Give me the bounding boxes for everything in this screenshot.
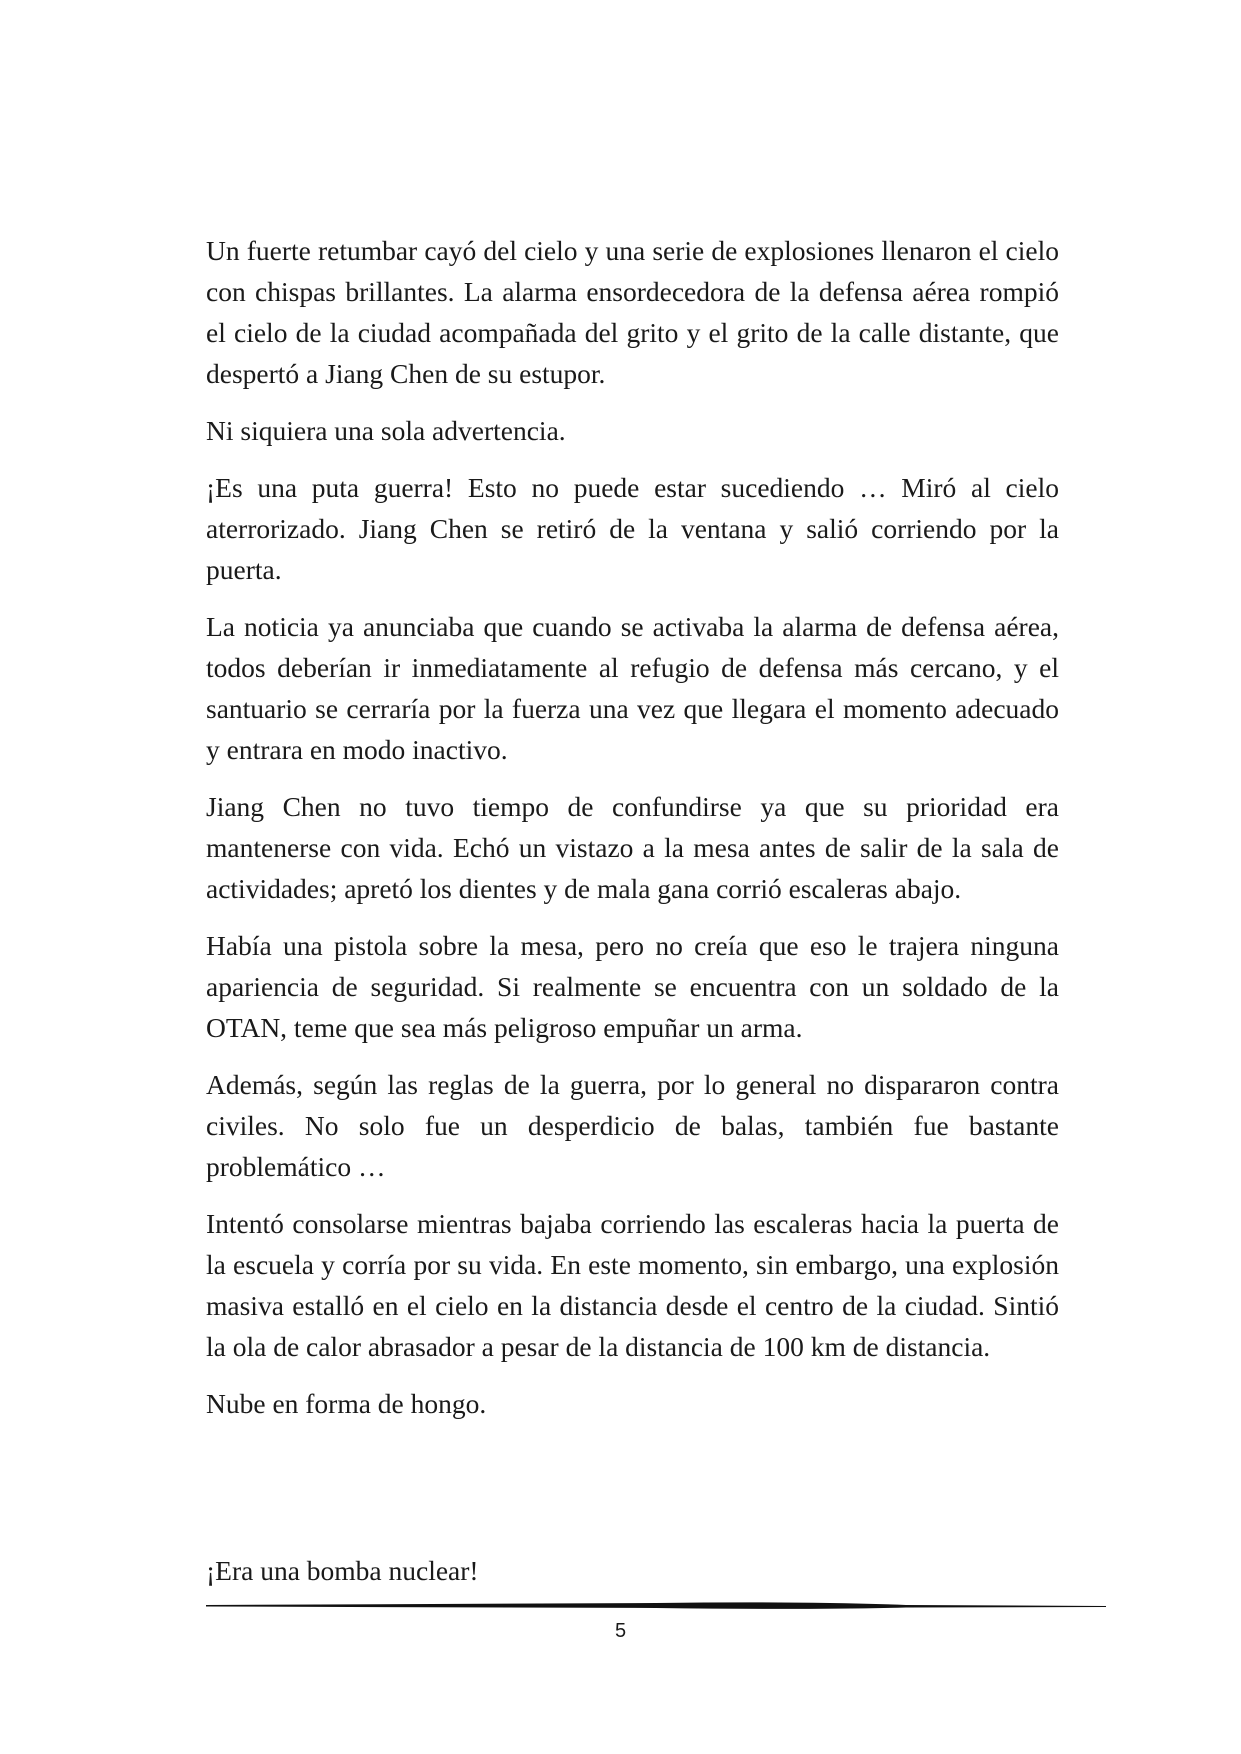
footer-divider [206, 1598, 1106, 1614]
paragraph: Había una pistola sobre la mesa, pero no creía que eso le trajera ninguna apariencia de seguridad. Si realmente se encuentra con un soldado de la OTAN, teme que sea más peligroso empuñar un arma. [206, 930, 1059, 1043]
paragraph: La noticia ya anunciaba que cuando se activaba la alarma de defensa aérea, todos deberían ir inmediatamente al refugio de defensa más cercano, y el santuario se cerraría por la fuerza una vez que llegara el momento adecuado y entrara en modo inactivo. [206, 611, 1059, 765]
paragraph: ¡Es una puta guerra! Esto no puede estar sucediendo … Miró al cielo aterrorizado. Jiang Chen se retiró de la ventana y salió corriendo por la puerta. [206, 472, 1059, 585]
body-text [206, 230, 1059, 1586]
paragraph: Además, según las reglas de la guerra, por lo general no dispararon contra civiles. No solo fue un desperdicio de balas, también fue bastante problemático … [206, 1069, 1059, 1182]
paragraph: Ni siquiera una sola advertencia. [206, 415, 566, 446]
paragraph: Intentó consolarse mientras bajaba corriendo las escaleras hacia la puerta de la escuela y corría por su vida. En este momento, sin embargo, una explosión masiva estalló en el cielo en la distancia desde el centro de la ciudad. Sintió la ola de calor abrasador a pesar de la distancia de 100 km de distancia. [206, 1208, 1059, 1362]
paragraph: Jiang Chen no tuvo tiempo de confundirse ya que su prioridad era mantenerse con vida. Echó un vistazo a la mesa antes de salir de la sala de actividades; apretó los dientes y de mala gana corrió escaleras abajo. [206, 791, 1059, 904]
page-number: 5 [614, 1620, 627, 1642]
paragraph: Nube en forma de hongo. [206, 1388, 487, 1419]
paragraph: Un fuerte retumbar cayó del cielo y una serie de explosiones llenaron el cielo con chispas brillantes. La alarma ensordecedora de la defensa aérea rompió el cielo de la ciudad acompañada del grito y el grito de la calle distante, que despertó a Jiang Chen de su estupor. [206, 235, 1059, 389]
paragraph: ¡Era una bomba nuclear! [206, 1555, 479, 1586]
